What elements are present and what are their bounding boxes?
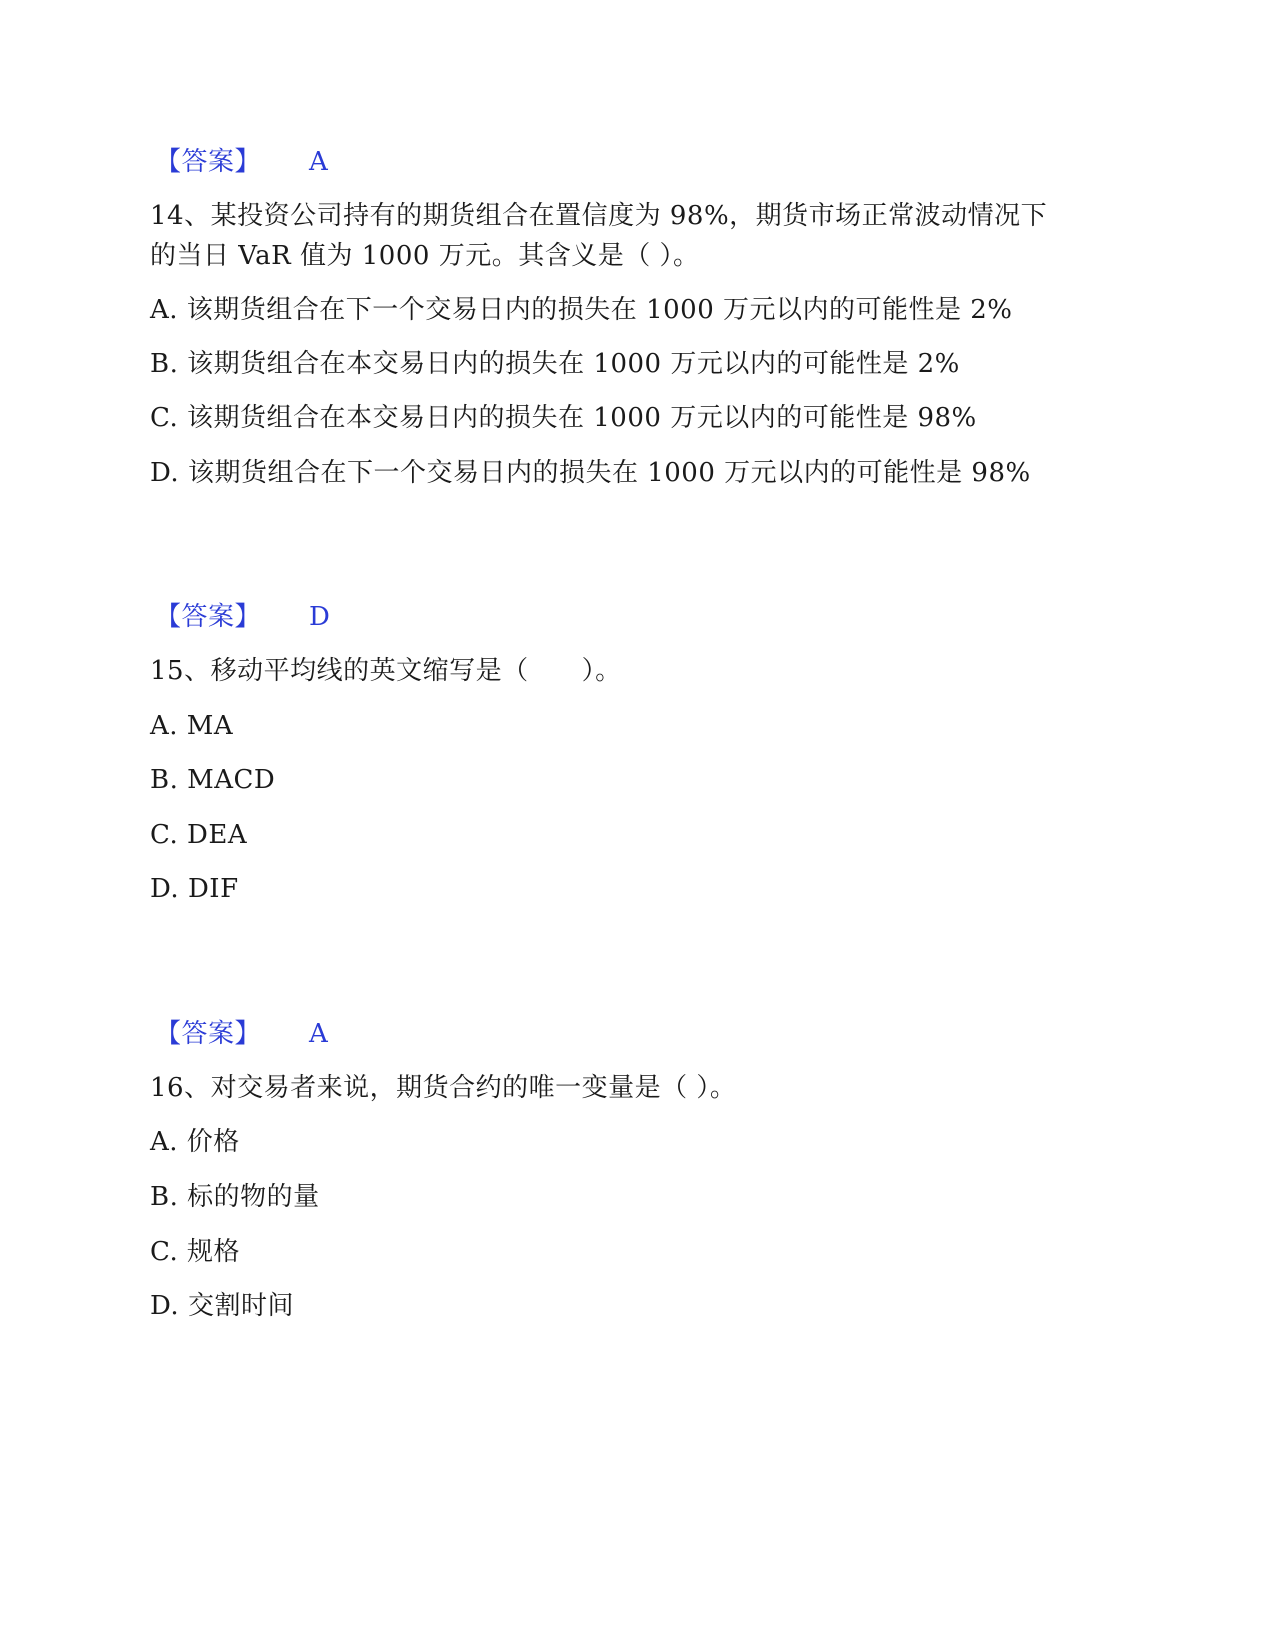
answer-value: D bbox=[309, 602, 331, 632]
question-16-option-b: B. 标的物的量 bbox=[150, 1182, 320, 1212]
question-number: 15、 bbox=[150, 656, 211, 686]
question-14-option-b: B. 该期货组合在本交易日内的损失在 1000 万元以内的可能性是 2% bbox=[150, 349, 960, 379]
question-14-line-1 bbox=[150, 196, 1047, 236]
question-text: 某投资公司持有的期货组合在置信度为 98%，期货市场正常波动情况下 bbox=[210, 201, 1048, 231]
answer-row-14 bbox=[155, 597, 330, 637]
question-text-continued: 的当日 VaR 值为 1000 万元。其含义是（ ）。 bbox=[150, 241, 700, 271]
answer-value: A bbox=[309, 1019, 329, 1049]
question-16-line bbox=[150, 1068, 736, 1108]
question-16-option-c: C. 规格 bbox=[150, 1237, 240, 1267]
question-16-option-a: A. 价格 bbox=[150, 1127, 240, 1157]
question-number: 16、 bbox=[150, 1073, 211, 1103]
question-14-line-2 bbox=[150, 236, 699, 276]
question-15-option-a: A. MA bbox=[150, 711, 234, 741]
question-15-option-b: B. MACD bbox=[150, 765, 276, 795]
answer-row-13 bbox=[155, 142, 328, 182]
question-14-option-a: A. 该期货组合在下一个交易日内的损失在 1000 万元以内的可能性是 2% bbox=[150, 295, 1013, 325]
answer-label: 【答案】 bbox=[155, 147, 262, 177]
question-14-option-c: C. 该期货组合在本交易日内的损失在 1000 万元以内的可能性是 98% bbox=[150, 403, 977, 433]
question-number: 14、 bbox=[150, 201, 211, 231]
answer-row-15 bbox=[155, 1014, 328, 1054]
question-text: 对交易者来说，期货合约的唯一变量是（ ）。 bbox=[210, 1073, 737, 1103]
question-15-option-c: C. DEA bbox=[150, 820, 248, 850]
question-15-line bbox=[150, 651, 622, 691]
question-15-option-d: D. DIF bbox=[150, 874, 239, 904]
answer-label: 【答案】 bbox=[155, 602, 262, 632]
answer-label: 【答案】 bbox=[155, 1019, 262, 1049]
question-14-option-d: D. 该期货组合在下一个交易日内的损失在 1000 万元以内的可能性是 98% bbox=[150, 458, 1031, 488]
answer-value: A bbox=[309, 147, 329, 177]
question-text: 移动平均线的英文缩写是（ ）。 bbox=[210, 656, 622, 686]
question-16-option-d: D. 交割时间 bbox=[150, 1291, 294, 1321]
